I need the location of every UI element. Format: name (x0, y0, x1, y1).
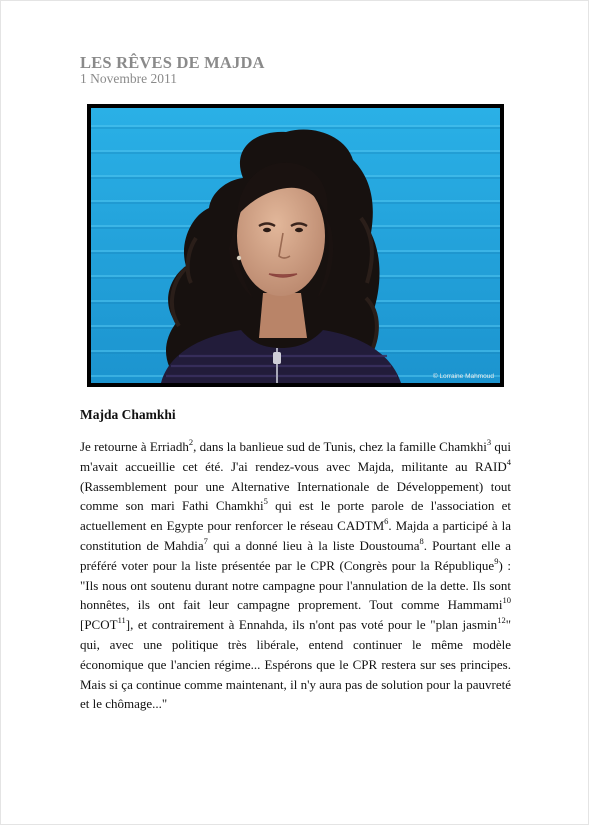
photo-frame (87, 104, 504, 387)
footnote-ref-10[interactable]: 10 (502, 595, 511, 606)
body-text-4: (Rassemblement pour une Alternative Internationale de Développement) tout comme son mari Fathi Chamkhi (80, 478, 511, 514)
footnote-ref-8[interactable]: 8 (419, 535, 424, 546)
footnote-ref-6[interactable]: 6 (384, 516, 389, 527)
body-text-10: [PCOT (80, 617, 118, 633)
body-text-7: qui a donné lieu à la liste Doustouma (207, 537, 420, 553)
article-title: LES RÊVES DE MAJDA (80, 53, 265, 72)
body-text-9: ) : "Ils nous ont soutenu durant notre campagne pour l'annulation de la dette. Ils sont honnêtes, ils ont fait leur campagne proprement. Tout comme Hammami (80, 557, 511, 613)
footnote-ref-2[interactable]: 2 (188, 437, 194, 447)
body-text-12: " qui, avec une politique très libérale, entend continuer le même modèle économique que l'ancien régime... Espérons que le CPR restera sur ses principes. Mais si ça continue comme maintenant, il n'y aura pas de solution pour la pauvreté et le chômage..." (80, 617, 511, 712)
body-text-1: Je retourne à Erriadh (80, 439, 189, 454)
body-text-2: , dans la banlieue sud de Tunis, chez la famille Chamkhi (193, 439, 487, 454)
article-date: 1 Novembre 2011 (80, 71, 177, 86)
portrait-photo (91, 108, 500, 383)
body-text-3: qui m'avait accueillie cet été. J'ai rendez-vous avec Majda, militante au RAID (80, 439, 511, 474)
footnote-ref-11[interactable]: 11 (117, 615, 126, 626)
portrait-illustration (91, 108, 500, 383)
footnote-ref-12[interactable]: 12 (497, 615, 506, 626)
body-text-5: qui est le porte parole de l'association et actuellement en Egypte pour renforcer le réseau CADTM (80, 498, 511, 534)
body-text-8: . Pourtant elle a préféré voter pour la liste présentée par le CPR (Congrès pour la République (80, 537, 512, 573)
body-text-11: ], et contrairement à Ennahda, ils n'ont pas voté pour le "plan jasmin (125, 617, 498, 633)
article-body (80, 437, 511, 714)
footnote-ref-7[interactable]: 7 (203, 535, 208, 546)
footnote-ref-3[interactable]: 3 (486, 437, 492, 447)
photo-caption: Majda Chamkhi (80, 407, 176, 422)
footnote-ref-4[interactable]: 4 (506, 456, 511, 467)
body-text-6: . Majda a participé à la constitution de Mahdia (80, 518, 511, 553)
footnote-ref-5[interactable]: 5 (263, 496, 268, 507)
footnote-ref-9[interactable]: 9 (494, 555, 499, 566)
photo-copyright: © Lorraine Mahmoud (432, 373, 494, 380)
